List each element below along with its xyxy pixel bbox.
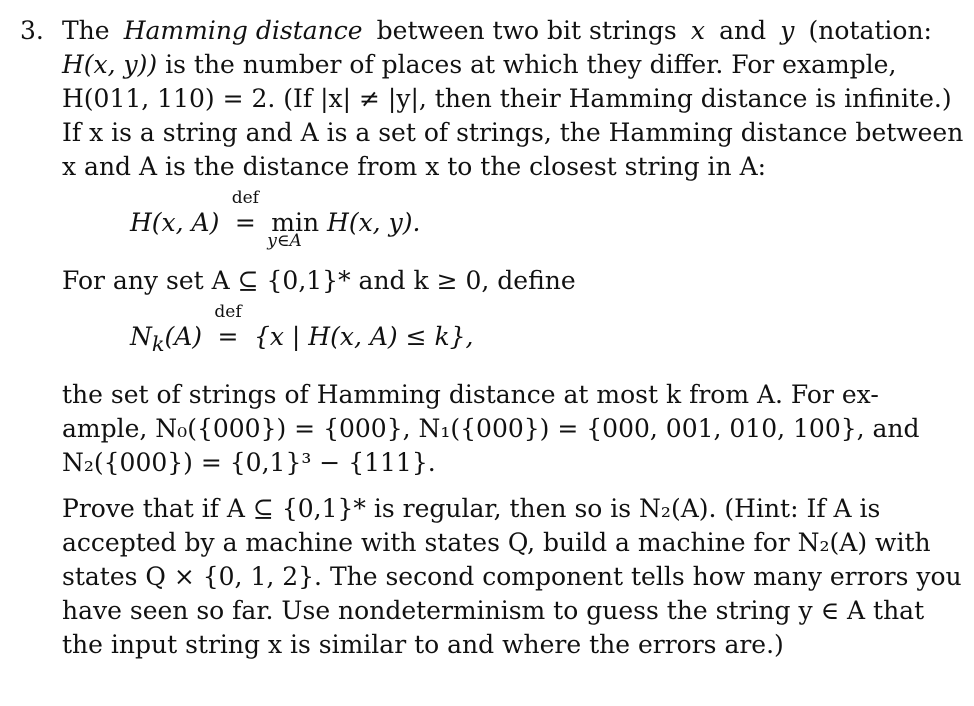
intro-line-2	[62, 48, 932, 82]
eq2-rhs: {x | H(x, A) ≤ k},	[253, 322, 474, 351]
paragraph-gap	[62, 480, 932, 492]
para2-line-3: N₂({000}) = {0,1}³ − {111}.	[62, 448, 436, 477]
infinite-note: (If |x| ≠ |y|, then their Hamming distance is infinite.)	[283, 84, 952, 113]
intro-line-2-text: is the number of places at which they differ. For example,	[165, 50, 897, 79]
para3-line-5: the input string x is similar to and where the errors are.)	[62, 630, 784, 659]
intro-line-3	[62, 82, 952, 116]
notation-hamming: H(x, y))	[62, 50, 158, 79]
var-y: y	[780, 16, 795, 45]
para2-line-1	[62, 378, 932, 412]
para3-line-4: have seen so far. Use nondeterminism to guess the string y ∈ A that	[62, 596, 925, 625]
intro-notation-label: (notation:	[808, 16, 932, 45]
intro-line-5: x and A is the distance from x to the closest string in A:	[62, 152, 767, 181]
para2-line-2: ample, N₀({000}) = {000}, N₁({000}) = {000, 001, 010, 100}, and	[62, 414, 920, 443]
def-label: def	[231, 188, 259, 208]
intro-word-the: The	[62, 16, 110, 45]
equals-sign-2: =	[217, 322, 239, 351]
para2-line-1-text: the set of strings of Hamming distance at most k from A. For ex-	[62, 380, 879, 409]
para3-line-1: Prove that if A ⊆ {0,1}* is regular, then so is N₂(A). (Hint: If A is	[62, 494, 881, 523]
intro-line-4: If x is a string and A is a set of strings, the Hamming distance between	[62, 118, 964, 147]
eq2-lhs-arg: (A)	[164, 322, 203, 351]
def-equals-symbol-2	[210, 302, 246, 354]
eq1-rhs: H(x, y).	[327, 208, 421, 237]
example-hamming: H(011, 110) = 2.	[62, 84, 276, 113]
eq2-lhs-symbol: N	[130, 322, 152, 351]
equation-hamming-set	[130, 188, 421, 251]
for-any-line: For any set A ⊆ {0,1}* and k ≥ 0, define	[62, 266, 576, 295]
equation-neighborhood	[130, 302, 474, 361]
display-equation-neighborhood	[62, 302, 932, 372]
intro-word-and: and	[719, 16, 767, 45]
min-subscript: y∈A	[267, 231, 302, 251]
para3-line-2: accepted by a machine with states Q, build a machine for N₂(A) with	[62, 528, 931, 557]
def-label-2: def	[214, 302, 242, 322]
min-operator	[267, 206, 320, 251]
equals-sign: =	[234, 208, 256, 237]
problem-number: 3.	[20, 16, 44, 45]
problem-body	[62, 14, 964, 662]
term-hamming-distance: Hamming distance	[123, 16, 363, 45]
para3-line-3: states Q × {0, 1, 2}. The second component tells how many errors you	[62, 562, 962, 591]
display-equation-hamming-set	[62, 188, 932, 258]
intro-line-1	[62, 14, 932, 48]
eq1-lhs: H(x, A)	[130, 208, 220, 237]
min-label: min	[271, 208, 320, 237]
def-equals-symbol	[227, 188, 263, 240]
intro-text-between: between two bit strings	[376, 16, 677, 45]
eq2-lhs-subscript: k	[151, 332, 165, 356]
var-x: x	[690, 16, 705, 45]
